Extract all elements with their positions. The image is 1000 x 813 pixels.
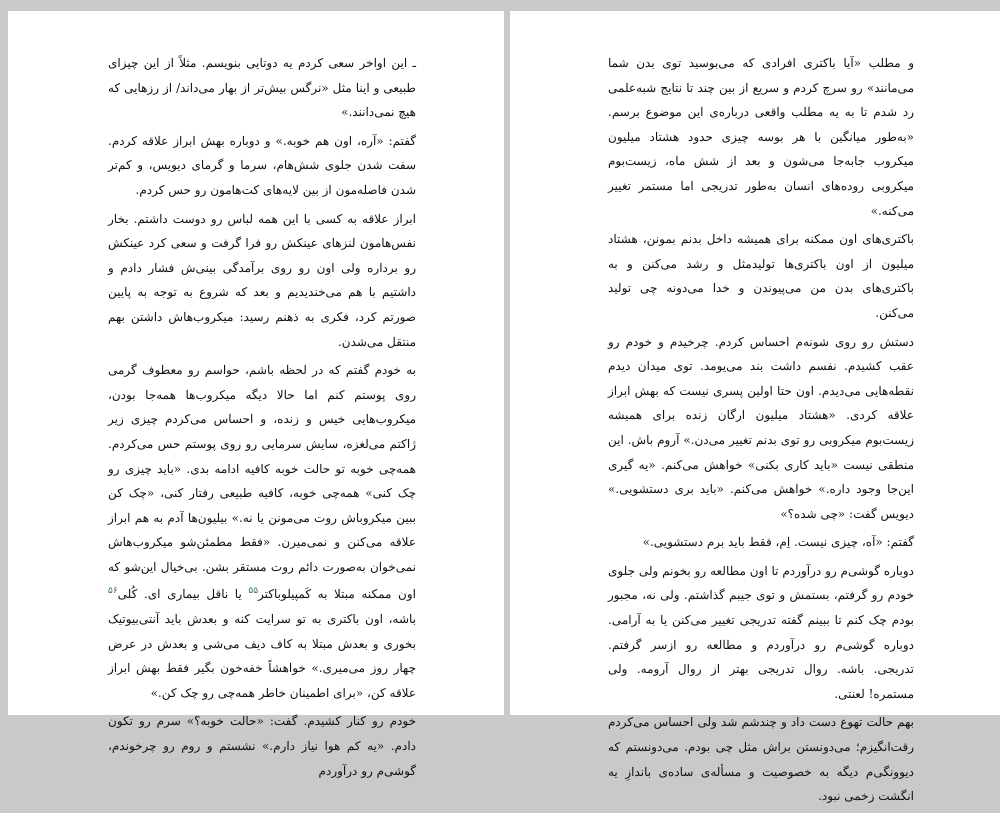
paragraph-text: به خودم گفتم که در لحظه باشم، حواسم رو معطوف گرمی روی پوستم کنم اما حالا دیگه میکروب‌ها همه‌جا بودن، میکروب‌هایی خیس و زنده، و احساس می‌کردم چیزی زیر ژاکتم می‌لغزه، سایش سرمایی رو روی پوستم حس می‌کردم. همه‌چی خوبه تو حالت خوبه کافیه ادامه بدی. «باید چیزی رو چک کنی» همه‌چی خوبه، کافیه طبیعی رفتار کنی، «چک کن ببین میکروباش روت می‌مونن یا نه.» بیلیون‌ها آدم به هم ابراز علاقه می‌کنن و نمی‌میرن. «فقط مطمئن‌شو میکروب‌هاش نمی‌خوان به‌صورت دائم روت مستقر بشن. بی‌خیال این‌شو که اون ممکنه مبتلا به [108, 363, 416, 602]
paragraph: ابراز علاقه به کسی با این همه لباس رو دوست داشتم. بخار نفس‌هامون لنزهای عینکش رو فرا گرفت و سعی کرد عینکش رو برداره ولی اون رو روی برآمدگی بینی‌ش فشار دادم و داشتیم با هم می‌خندیدیم و بعد که شروع به توجه به پایین صورتم کرد، فکری به ذهنم رسید: میکروب‌هاش داشتن بهم منتقل می‌شدن. [108, 211, 416, 349]
paragraph: گفتم: «آره، اون هم خوبه.» و دوباره بهش ابراز علاقه کردم. سفت شدن جلوی شش‌هام، سرما و گرمای دیویس، و کم‌تر شدن فاصله‌مون از بین لایه‌های کت‌هامون رو حس کردم. [108, 133, 416, 197]
right-page [510, 11, 1000, 804]
footnote-ref-56[interactable]: ۵۶ [108, 586, 118, 597]
paragraph: و مطلب «آیا باکتری افرادی که می‌بوسید توی بدن شما می‌مانند» رو سرچ کردم و سریع از بین چند تا نتایج شبه‌علمی رد شدم تا به یه مطلب واقعی درباره‌ی این موضوع برسم. «به‌طور میانگین با هر بوسه چیزی حدود هشتاد میلیون میکروب جابه‌جا می‌شون و بعد از شش ماه، زیست‌بوم میکروبی روده‌های انسان به‌طور تدریجی اما مستمر تغییر می‌کنه.» [608, 56, 914, 218]
paragraph: گفتم: «آه، چیزی نیست. اِم، فقط باید برم دستشویی.» [642, 535, 914, 550]
bacteria-name: یا ناقل بیماری ای. کُلی [117, 587, 249, 602]
left-page-text [108, 51, 416, 787]
paragraph-text: سرایت کنه و بعدش باید آنتی‌بیوتیک بخوری و بعدش مبتلا به کاف دیف می‌شی و بعدش در عرض چهار روز می‌میری.» خواهشاً خفه‌خون بگیر فقط بهش ابراز علاقه کن، «برای اطمینان خاطر همه‌چی رو چک کن.» [108, 612, 416, 700]
paragraph: خودم رو کنار کشیدم. گفت: «حالت خوبه؟» سرم رو تکون دادم. «یه کم هوا نیاز دارم.» نشستم و روم رو چرخوندم، گوشی‌م رو درآوردم [108, 714, 416, 778]
footnote-ref-55[interactable]: ۵۵ [248, 586, 259, 597]
right-page-text [608, 51, 914, 813]
paragraph: دستش رو روی شونه‌م احساس کردم. چرخیدم و خودم رو عقب کشیدم. نفسم داشت بند می‌یومد. توی میدان دیدم نقطه‌هایی می‌دیدم. اون حتا اولین پسری نیست که بهش ابراز علاقه کردی. «هشتاد میلیون ارگان زنده برای همیشه زیست‌بوم میکروبی رو توی بدنم تغییر می‌دن.» آروم باش. این منطقی نیست «باید کاری بکنی» خواهش می‌کنم. «یه گیری این‌جا وجود داره.» خواهش می‌کنم. «باید بری دستشویی.» دیویس گفت: «چی شده؟» [608, 334, 914, 521]
paragraph-text: باشه، اون باکتری به تو [296, 612, 416, 627]
paragraph: ـ این اواخر سعی کردم یه دوتایی بنویسم. مثلاً از این چیزای طبیعی و اینا مثل «نرگس بیش‌تر از بهار می‌داند/ از رزهایی که هیچ نمی‌دانند.» [108, 56, 416, 120]
paragraph: بهم حالت تهوع دست داد و چندشم شد ولی احساس می‌کردم رقت‌انگیزم؛ می‌دونستن براش مثل چی بودم. می‌دونستم که دیوونگی‌م دیگه به خصوصیت و مسأله‌ی ساده‌ی باندازِ یه انگشت زخمی نبود. [608, 715, 914, 804]
paragraph: دوباره گوشی‌م رو درآوردم تا اون مطالعه رو بخونم ولی جلوی خودم رو گرفتم، بستمش و توی جیبم گذاشتم. ولی نه، مجبور بودم چک کنم تا ببینم گفته تدریجی تغییر می‌کنن یا به آرامی. دوباره گوشی‌م رو درآوردم و مطالعه رو ازسر گرفتم. تدریجی. باشه. روال تدریجی بهتر از روال آرومه. ولی مستمره! لعنتی. [608, 563, 914, 701]
left-page [8, 11, 504, 778]
bacteria-name: کَمپیلوباکتر [258, 587, 312, 602]
paragraph: باکتری‌های اون ممکنه برای همیشه داخل بدنم بمونن، هشتاد میلیون از اون باکتری‌ها تولیدمثل و رشد می‌کنن و به باکتری‌های بدن من می‌پیوندن و خدا می‌دونه چی تولید می‌کنن. [608, 232, 914, 320]
paragraph [108, 358, 416, 705]
